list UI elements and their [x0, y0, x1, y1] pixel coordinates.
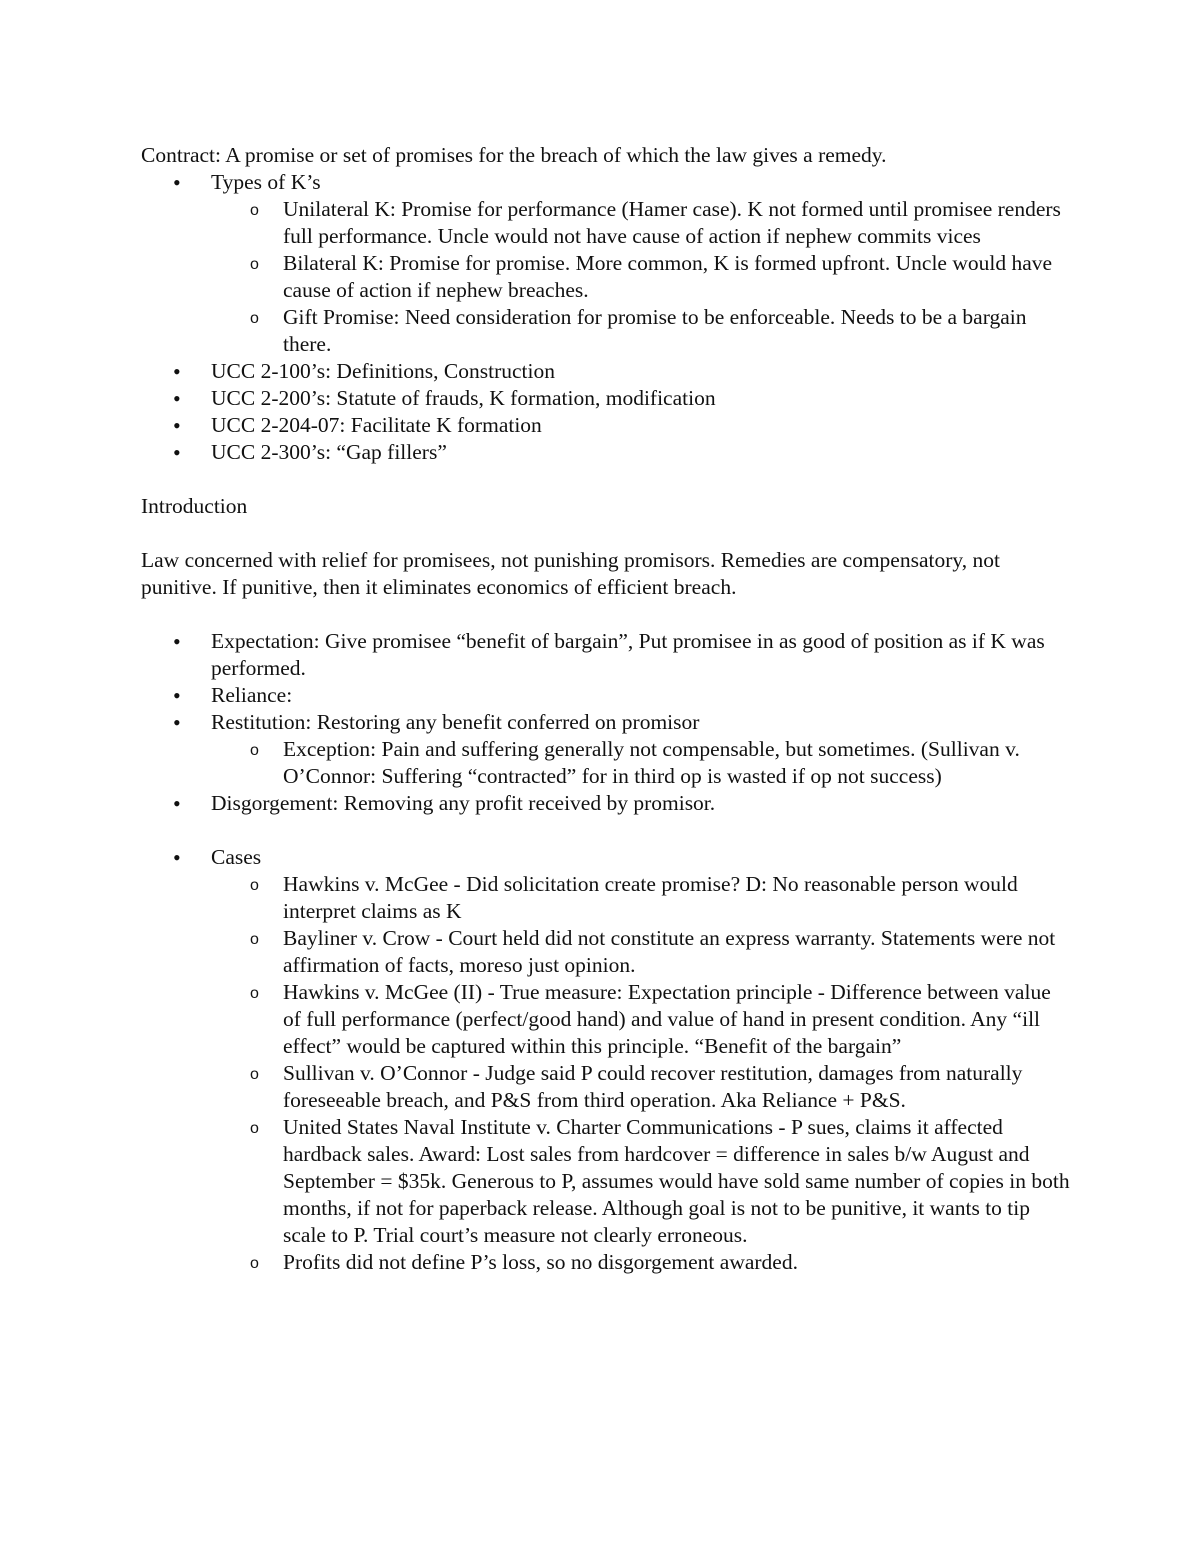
list-item-cases [141, 844, 1071, 1276]
list-item: o Bilateral K: Promise for promise. More common, K is formed upfront. Uncle would have cause of action if nephew breaches. [283, 250, 1071, 304]
restitution-text: Restitution: Restoring any benefit conferred on promisor [211, 710, 700, 734]
list-item-expectation: • Expectation: Give promisee “benefit of bargain”, Put promisee in as good of position as if K was performed. [141, 628, 1071, 682]
spacer [141, 520, 1071, 547]
types-heading: Types of K’s [211, 170, 321, 194]
spacer [141, 601, 1071, 628]
list-item: • UCC 2-300’s: “Gap fillers” [141, 439, 1071, 466]
list-item: o Profits did not define P’s loss, so no disgorgement awarded. [283, 1249, 1071, 1276]
contract-definition: Contract: A promise or set of promises for the breach of which the law gives a remedy. [141, 143, 887, 167]
cases-sublist [283, 871, 1071, 1276]
list-item: • UCC 2-100’s: Definitions, Construction [141, 358, 1071, 385]
introduction-heading: Introduction [141, 494, 248, 518]
list-item: o United States Naval Institute v. Charter Communications - P sues, claims it affected hardback sales. Award: Lost sales from hardcover = difference in sales b/w August and September = $35k. Generous to P, assumes would have sold same number of copies in both months, if not for paperback release. Although goal is not to be punitive, it wants to tip scale to P. Trial court’s measure not clearly erroneous. [283, 1114, 1071, 1249]
list-item: o Gift Promise: Need consideration for promise to be enforceable. Needs to be a bargain there. [283, 304, 1071, 358]
list-item: o Bayliner v. Crow - Court held did not constitute an express warranty. Statements were not affirmation of facts, moreso just opinion. [283, 925, 1071, 979]
list-item-restitution [141, 709, 1071, 790]
list-item-disgorgement: • Disgorgement: Removing any profit received by promisor. [141, 790, 1071, 817]
list-item: o Exception: Pain and suffering generally not compensable, but sometimes. (Sullivan v. O’Connor: Suffering “contracted” for in third op is wasted if op not success) [283, 736, 1071, 790]
list-item: • UCC 2-200’s: Statute of frauds, K formation, modification [141, 385, 1071, 412]
list-item: o Hawkins v. McGee (II) - True measure: Expectation principle - Difference between value of full performance (perfect/good hand) and value of hand in present condition. Any “ill effect” would be captured within this principle. “Benefit of the bargain” [283, 979, 1071, 1060]
types-list [141, 169, 1071, 466]
remedies-list [141, 628, 1071, 817]
introduction-paragraph: Law concerned with relief for promisees, not punishing promisors. Remedies are compensatory, not punitive. If punitive, then it eliminates economics of efficient breach. [141, 548, 1000, 599]
list-item: o Unilateral K: Promise for performance (Hamer case). K not formed until promisee renders full performance. Uncle would not have cause of action if nephew commits vices [283, 196, 1071, 250]
spacer [141, 817, 1071, 844]
list-item: • UCC 2-204-07: Facilitate K formation [141, 412, 1071, 439]
spacer [141, 466, 1071, 493]
document-page [141, 142, 1071, 1276]
restitution-sublist [283, 736, 1071, 790]
cases-list [141, 844, 1071, 1276]
list-item-reliance: • Reliance: [141, 682, 1071, 709]
list-item: o Hawkins v. McGee - Did solicitation create promise? D: No reasonable person would interpret claims as K [283, 871, 1071, 925]
types-sublist [283, 196, 1071, 358]
list-item-types [141, 169, 1071, 358]
list-item: o Sullivan v. O’Connor - Judge said P could recover restitution, damages from naturally foreseeable breach, and P&S from third operation. Aka Reliance + P&S. [283, 1060, 1071, 1114]
cases-heading: Cases [211, 845, 262, 869]
